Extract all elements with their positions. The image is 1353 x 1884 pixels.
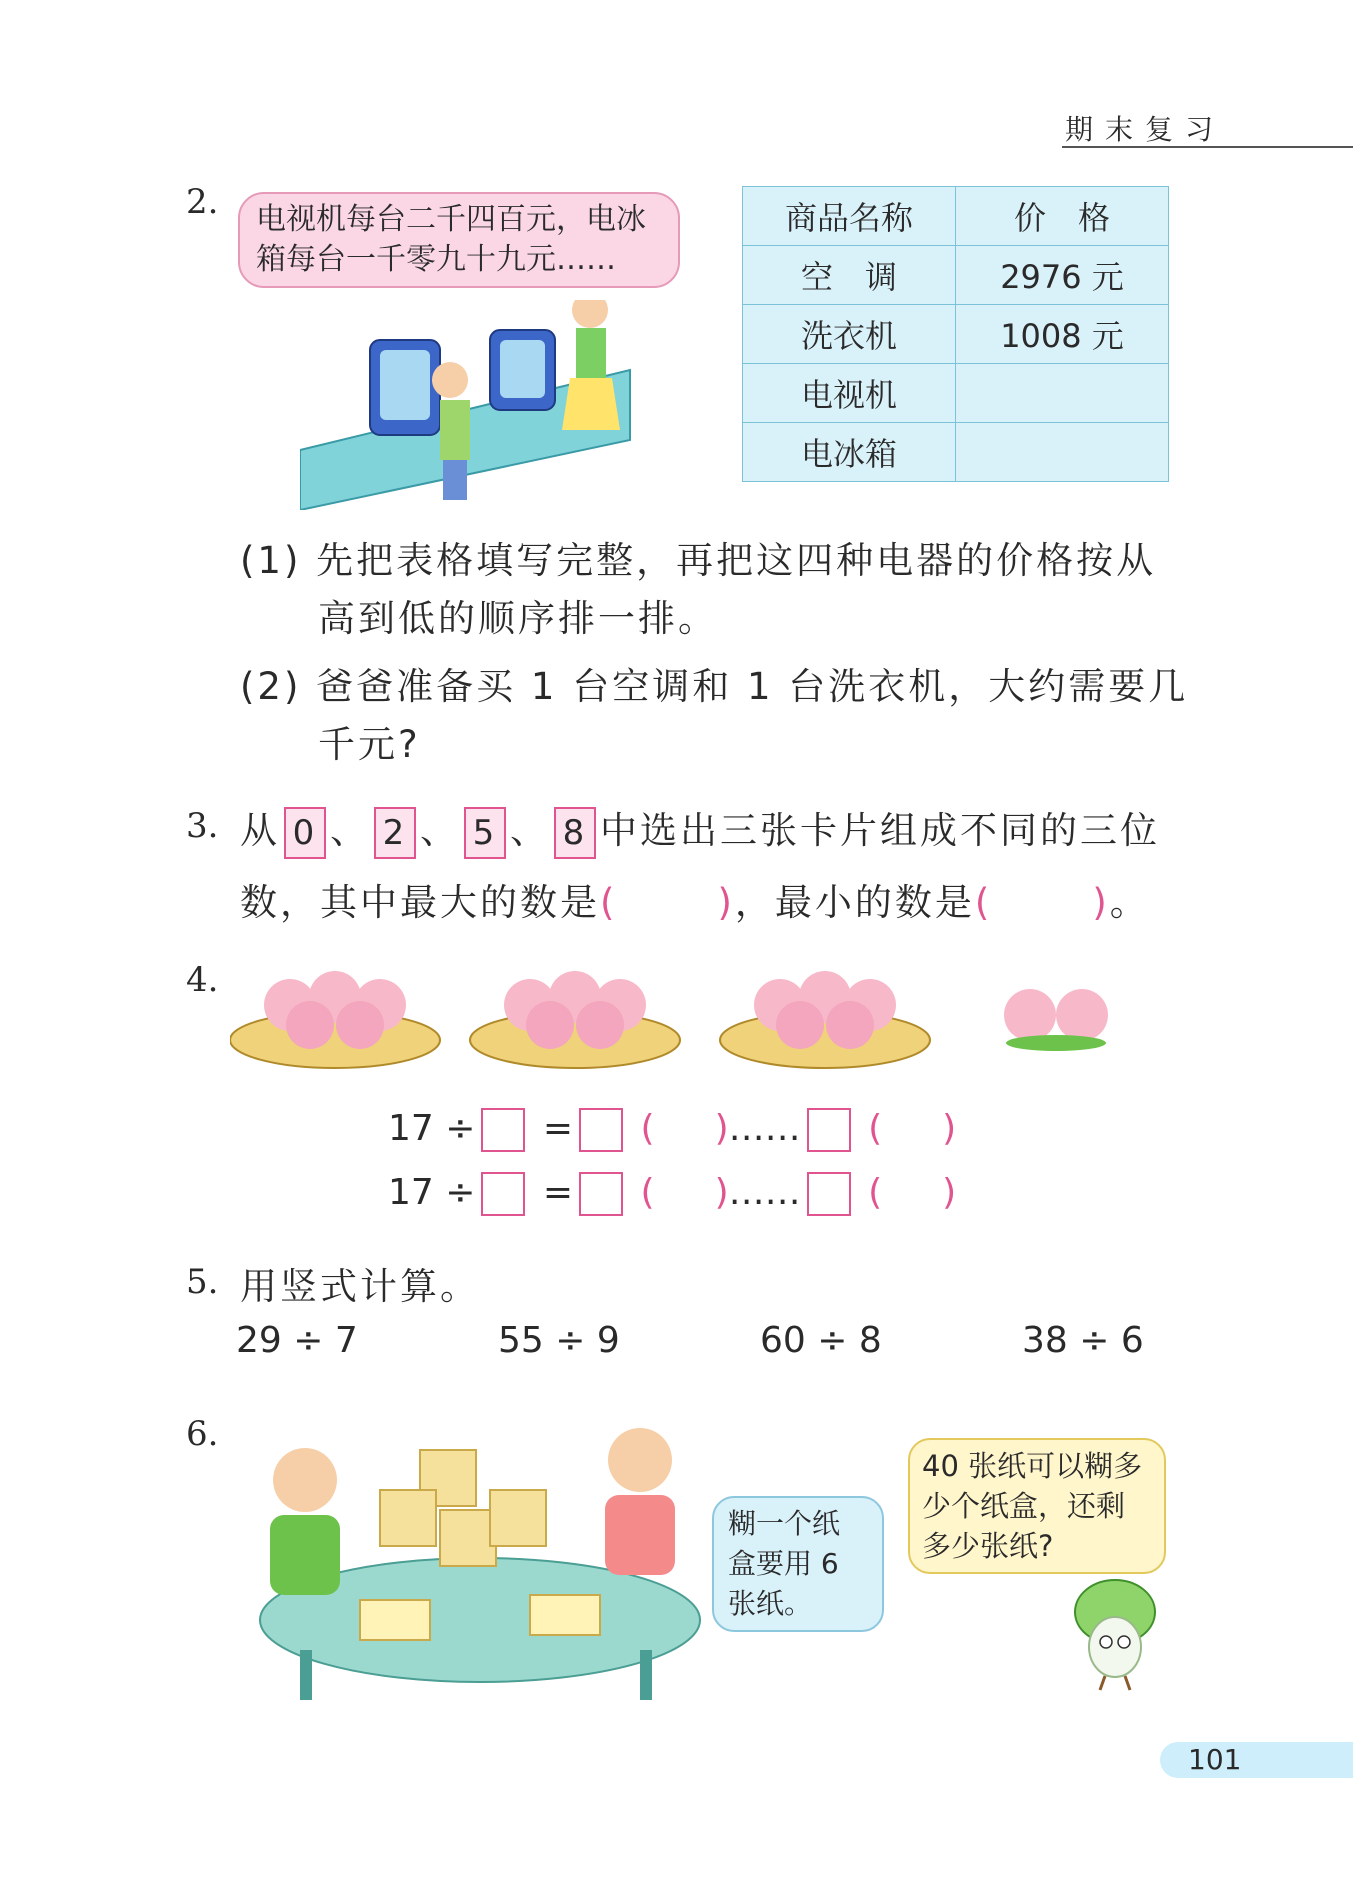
answer-box-quotient[interactable] [579,1172,623,1216]
paper-box [440,1510,496,1566]
number-card-8: 8 [554,807,596,859]
number-card-2: 2 [374,807,416,859]
q2-sub2-line2: 千元? [318,723,421,766]
answer-box-divisor[interactable] [481,1108,525,1152]
q5-number: 5. [186,1262,219,1302]
q3-text-min: ，最小的数是 [734,881,975,924]
boy-head [273,1448,337,1512]
division-row-2 [388,1172,956,1216]
q5-expr-4: 38 ÷ 6 [1022,1320,1144,1361]
divide-sign: ÷ [445,1172,476,1213]
q6-girl-speech-bubble [712,1496,884,1632]
number-card-5: 5 [464,807,506,859]
boy-shirt [270,1515,340,1595]
q2-sub1-line1: (1) 先把表格填写完整，再把这四种电器的价格按从 [240,539,1157,582]
chapter-title: 期末复习 [1065,113,1226,146]
bubble-line: 糊一个纸 [728,1507,841,1540]
paren-open: ( [974,881,993,924]
q3-lead: 从 [240,809,280,852]
q2-speech-bubble: 电视机每台二千四百元，电冰箱每台一千零九十九元…… [238,192,680,288]
table-cell-price: 2976 元 [956,246,1169,305]
answer-box-quotient[interactable] [579,1108,623,1152]
boy-shirt [440,400,470,460]
bubble-line: 张纸。 [728,1587,813,1620]
bubble-line: 多少张纸? [922,1529,1054,1563]
divide-sign: ÷ [445,1108,476,1149]
q3-line1 [240,800,1160,859]
table-cell-price[interactable] [956,423,1169,482]
peach-plates-illustration [230,955,1130,1075]
paper-stack [360,1600,430,1640]
q3-text-max: 数，其中最大的数是 [240,881,600,924]
table-cell-name: 空 调 [743,246,956,305]
tv-shop-illustration [300,300,640,510]
q6-question-bubble [908,1438,1166,1574]
boy-head [432,362,468,398]
dividend: 17 [388,1108,434,1149]
cabbage-mascot-illustration [1060,1572,1170,1692]
bubble-line: 盒要用 6 [728,1547,839,1580]
table-leg [300,1650,312,1700]
q5-expr-1: 29 ÷ 7 [236,1320,358,1361]
paren-close: ) [714,1108,729,1149]
girl-head [608,1428,672,1492]
loose-peaches [1004,989,1108,1051]
q2-sub2-line1: (2) 爸爸准备买 1 台空调和 1 台洗衣机，大约需要几 [240,665,1189,708]
paren-open: ( [600,881,618,924]
price-table [742,186,1169,482]
q3-line2 [240,872,1150,926]
woman-skirt [562,378,620,430]
table-cell-price[interactable] [956,364,1169,423]
q2-number: 2. [186,182,219,222]
bubble-line: 40 张纸可以糊多 [922,1449,1143,1483]
table-header-price: 价 格 [956,187,1169,246]
paren-close: ) [714,1172,729,1213]
paren-close: ) [942,1108,957,1149]
paren-open: ( [868,1108,883,1149]
table-cell-name: 电视机 [743,364,956,423]
remainder-dots: …… [728,1172,801,1213]
paren-close: ) [942,1172,957,1213]
q3-period: 。 [1109,881,1150,924]
woman-shirt [576,328,606,378]
paren-open: ( [868,1172,883,1213]
separator: 、 [510,809,550,852]
q2-sub1-line2: 高到低的顺序排一排。 [318,597,718,640]
page-number: 101 [1188,1743,1242,1776]
paper-box [380,1490,436,1546]
division-row-1 [388,1108,956,1152]
remainder-dots: …… [728,1108,801,1149]
equals-sign: = [542,1108,574,1149]
peach-plate-1 [230,971,440,1068]
q3-number: 3. [186,806,219,846]
tv-glass-2 [500,340,545,398]
bubble-line: 少个纸盒，还剩 [922,1489,1126,1523]
paren-close: ) [1092,881,1110,924]
dividend: 17 [388,1172,434,1213]
girl-shirt [605,1495,675,1575]
separator: 、 [420,809,460,852]
equals-sign: = [542,1172,574,1213]
paren-open: ( [640,1172,655,1213]
woman-head [572,300,608,328]
table-cell-name: 洗衣机 [743,305,956,364]
paper-box-table-illustration [240,1420,710,1700]
q3-tail: 中选出三张卡片组成不同的三位 [600,809,1160,852]
q5-expr-3: 60 ÷ 8 [760,1320,882,1361]
table-leg [640,1650,652,1700]
separator: 、 [330,809,370,852]
paper-box [490,1490,546,1546]
tv-glass-1 [380,350,430,420]
q5-instruction: 用竖式计算。 [240,1265,480,1308]
peach-plate-3 [720,971,930,1068]
table-cell-price: 1008 元 [956,305,1169,364]
boy-pants [443,460,467,500]
peach-plate-2 [470,971,680,1068]
paper-stack [530,1595,600,1635]
table-cell-name: 电冰箱 [743,423,956,482]
q6-number: 6. [186,1414,219,1454]
header-rule [1062,146,1353,148]
answer-box-remainder[interactable] [807,1108,851,1152]
paren-open: ( [640,1108,655,1149]
answer-box-remainder[interactable] [807,1172,851,1216]
table-header-name: 商品名称 [743,187,956,246]
number-card-0: 0 [284,807,326,859]
answer-box-divisor[interactable] [481,1172,525,1216]
paren-close: ) [717,881,735,924]
q4-number: 4. [186,960,219,1000]
q5-expr-2: 55 ÷ 9 [498,1320,620,1361]
